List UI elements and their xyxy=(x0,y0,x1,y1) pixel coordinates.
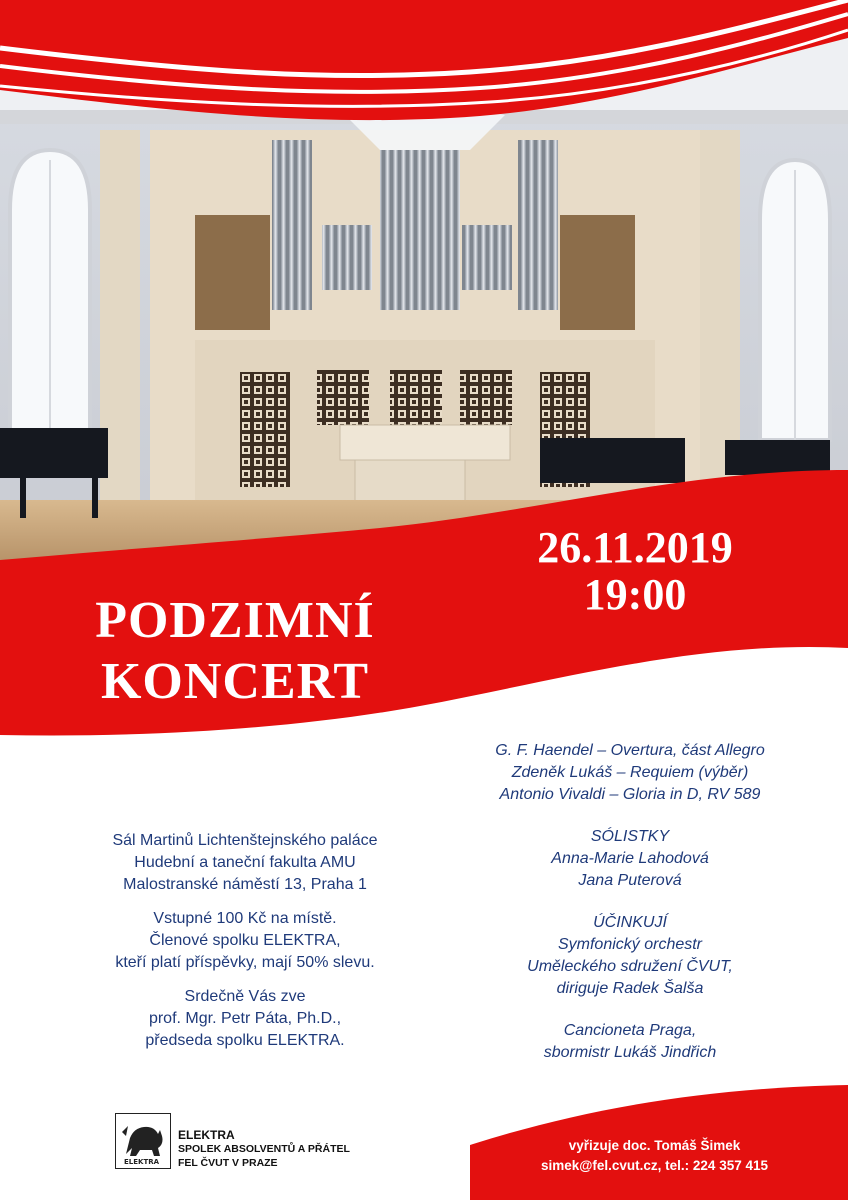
contact-block xyxy=(541,1136,768,1176)
venue-line: Malostranské náměstí 13, Praha 1 xyxy=(123,876,367,893)
event-time: 19:00 xyxy=(583,570,687,619)
admission-line: Členové spolku ELEKTRA, xyxy=(149,932,341,949)
title-line-2: KONCERT xyxy=(100,653,370,710)
admission-line: Vstupné 100 Kč na místě. xyxy=(153,910,337,927)
program-item: Zdeněk Lukáš – Requiem (výběr) xyxy=(511,764,749,781)
performer-line: Uměleckého sdružení ČVUT, xyxy=(527,958,733,975)
performer-line: Cancioneta Praga, xyxy=(563,1022,697,1039)
invitation-line: Srdečně Vás zve xyxy=(184,988,306,1005)
venue-line: Sál Martinů Lichtenštejnského paláce xyxy=(112,832,378,849)
contact-details[interactable]: simek@fel.cvut.cz, tel.: 224 357 415 xyxy=(540,1158,768,1173)
admission-line: kteří platí příspěvky, mají 50% slevu. xyxy=(115,954,375,971)
soloists-heading: SÓLISTKY xyxy=(590,828,670,845)
invitation-line: předseda spolku ELEKTRA. xyxy=(145,1032,345,1049)
performer-line: Symfonický orchestr xyxy=(557,936,703,953)
invitation-line: prof. Mgr. Petr Páta, Ph.D., xyxy=(148,1010,342,1027)
info-column xyxy=(40,830,450,1052)
organizer-line: SPOLEK ABSOLVENTŮ A PŘÁTEL xyxy=(178,1143,350,1155)
performer-line: sbormistr Lukáš Jindřich xyxy=(543,1044,717,1061)
performer-line: diriguje Radek Šalša xyxy=(556,980,704,997)
soloist-name: Jana Puterová xyxy=(578,872,682,889)
lion-logo-icon xyxy=(115,1113,171,1169)
organizer-block xyxy=(178,1128,350,1170)
program-item: G. F. Haendel – Overtura, část Allegro xyxy=(495,742,765,759)
program-column xyxy=(470,740,790,1064)
performers-heading: ÚČINKUJÍ xyxy=(593,914,667,931)
contact-person: vyřizuje doc. Tomáš Šimek xyxy=(568,1138,741,1153)
organizer-name: ELEKTRA xyxy=(178,1128,235,1142)
title-line-1: PODZIMNÍ xyxy=(95,592,375,649)
organizer-line: FEL ČVUT V PRAZE xyxy=(178,1157,278,1169)
soloist-name: Anna-Marie Lahodová xyxy=(551,850,709,867)
program-item: Antonio Vivaldi – Gloria in D, RV 589 xyxy=(499,786,761,803)
event-date: 26.11.2019 xyxy=(537,523,733,572)
venue-line: Hudební a taneční fakulta AMU xyxy=(134,854,356,871)
svg-text:ELEKTRA: ELEKTRA xyxy=(124,1158,160,1166)
